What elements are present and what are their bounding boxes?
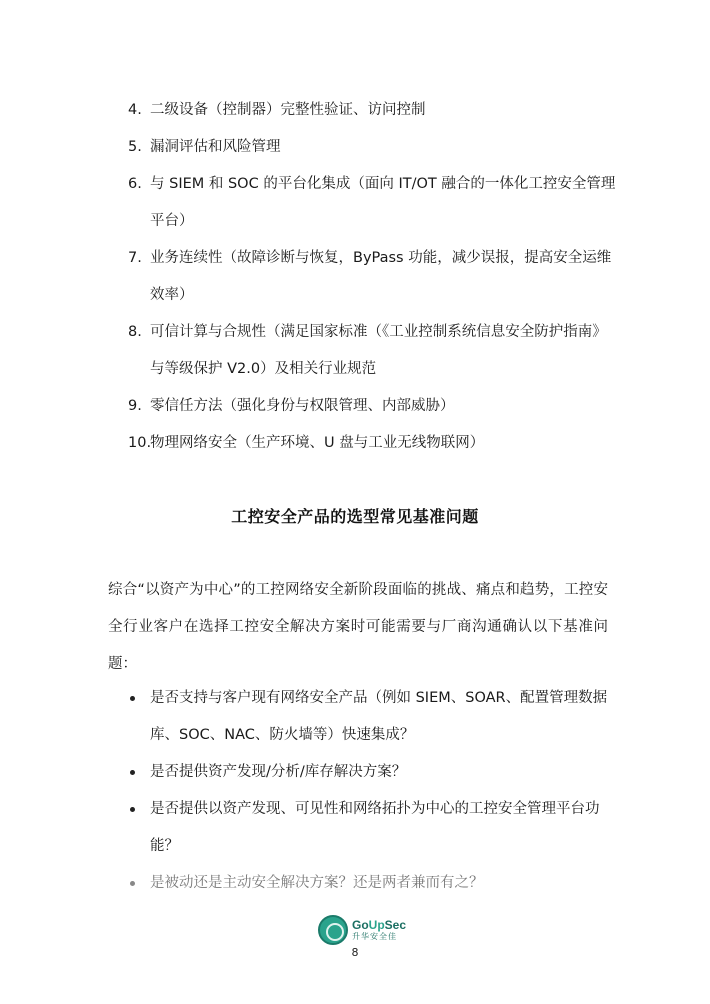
bullet-icon [108,754,150,791]
bullet-list [108,680,608,902]
numbered-list [128,92,618,462]
logo-brand-up: Up [368,918,385,932]
list-item-text: 漏洞评估和风险管理 [150,139,281,155]
list-item-number: 6. [128,176,142,192]
list-item-text: 与 SIEM 和 SOC 的平台化集成（面向 IT/OT 融合的一体化工控安全管理平台） [150,176,616,229]
list-item [128,92,618,129]
list-item-number: 4. [128,102,142,118]
list-item-number: 9. [128,398,142,414]
bullet-text: 是否支持与客户现有网络安全产品（例如 SIEM、SOAR、配置管理数据库、SOC、NAC、防火墙等）快速集成？ [150,690,608,743]
bullet-text: 是否提供资产发现/分析/库存解决方案？ [150,764,407,780]
logo-brand-suffix: Sec [384,918,407,932]
brand-logo [318,915,410,945]
section-title: 工控安全产品的选型常见基准问题 [231,507,479,526]
list-item-text: 业务连续性（故障诊断与恢复，ByPass 功能，减少误报，提高安全运维效率） [150,250,612,303]
bullet-item [108,865,608,902]
page-number: 8 [351,946,359,959]
bullet-icon [108,865,150,902]
list-item-text: 二级设备（控制器）完整性验证、访问控制 [150,102,426,118]
bullet-item [108,754,608,791]
list-item-number: 8. [128,324,142,340]
logo-emblem-icon [318,915,348,945]
logo-brand-cn: 升华安全佳 [352,932,397,941]
bullet-icon [108,680,150,717]
bullet-item [108,791,608,865]
logo-brand-prefix: Go [352,918,369,932]
logo-text [352,919,406,941]
list-item [128,388,618,425]
intro-paragraph: 综合“以资产为中心”的工控网络安全新阶段面临的挑战、痛点和趋势，工控安全行业客户在选择工控安全解决方案时可能需要与厂商沟通确认以下基准问题： [108,582,608,672]
list-item [128,314,618,388]
bullet-text: 是否提供以资产发现、可见性和网络拓扑为中心的工控安全管理平台功能？ [150,801,600,854]
bullet-text: 是被动还是主动安全解决方案？还是两者兼而有之？ [150,875,484,891]
list-item-text: 可信计算与合规性（满足国家标准（《工业控制系统信息安全防护指南》与等级保护 V2.0）及相关行业规范 [150,324,607,377]
list-item-number: 7. [128,250,142,266]
list-item [128,129,618,166]
bullet-icon [108,791,150,828]
bullet-item [108,680,608,754]
list-item-number: 10. [128,435,152,451]
list-item-text: 物理网络安全（生产环境、U 盘与工业无线物联网） [150,435,485,451]
list-item-text: 零信任方法（强化身份与权限管理、内部威胁） [150,398,455,414]
logo-brand-name [352,919,406,931]
list-item [128,166,618,240]
list-item [128,240,618,314]
list-item [128,425,618,462]
list-item-number: 5. [128,139,142,155]
